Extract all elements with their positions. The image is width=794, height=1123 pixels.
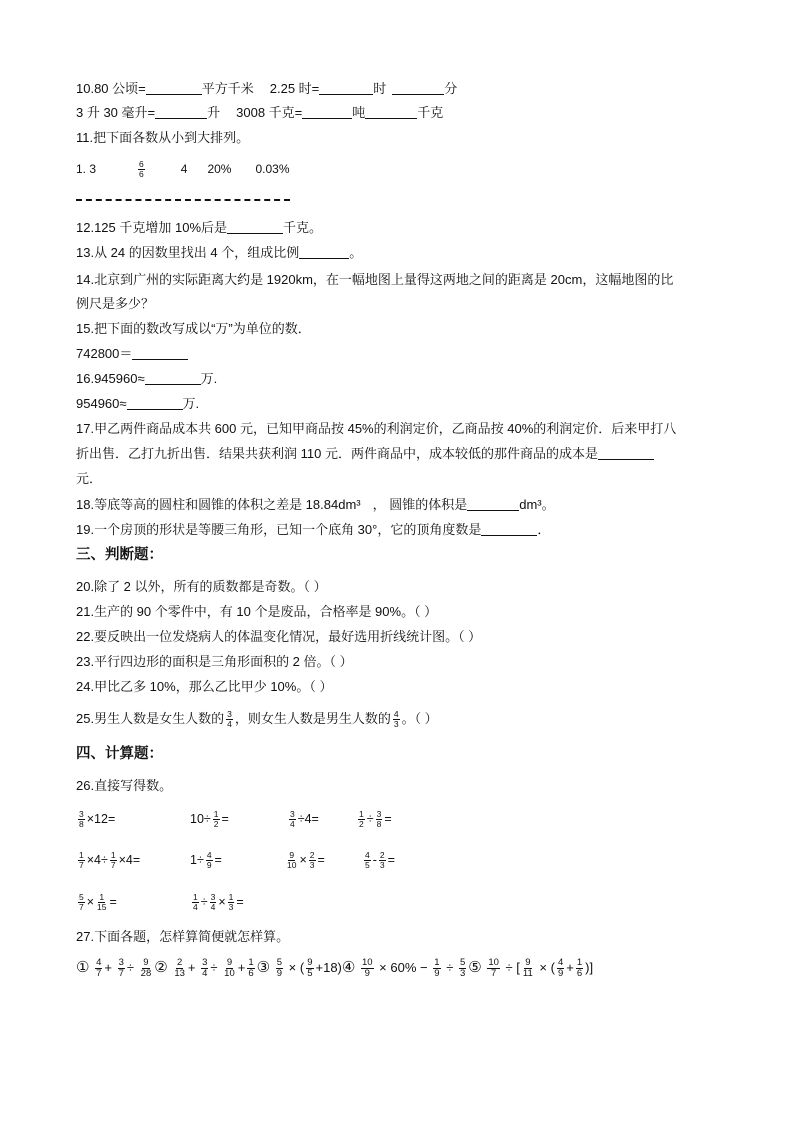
q10-text: 平方千米	[201, 81, 254, 96]
number-item: 20%	[207, 162, 232, 176]
q14-line2: 例尺是多少？	[76, 296, 155, 311]
calc-item: $\frac{4}{5}$ - $\frac{2}{3}$ =	[365, 850, 395, 871]
answer-blank[interactable]	[299, 245, 349, 259]
judge-item: 23.平行四边形的面积是三角形面积的 2 倍。（ ）	[76, 654, 353, 669]
q10-text: 吨	[352, 105, 366, 120]
q10-text: 分	[444, 81, 458, 96]
answer-blank[interactable]	[319, 81, 373, 95]
calc-item: 10÷ $\frac{1}{2}$ =	[190, 809, 229, 830]
answer-dash-line[interactable]	[76, 199, 290, 201]
calc-item: $\frac{1}{7}$ ×4÷ $\frac{1}{7}$ ×4=	[79, 850, 141, 871]
answer-blank[interactable]	[155, 105, 207, 119]
q16-line1: 16.945960≈ 万.	[76, 371, 218, 386]
section-title: 三、判断题：	[76, 547, 163, 563]
q15-title: 15.把下面的数改写成以“万”为单位的数．	[76, 321, 311, 336]
q18-line: 18.等底等高的圆柱和圆锥的体积之差是 18.84dm³ ， 圆锥的体积是 dm³。	[76, 497, 555, 512]
calc-item: 1÷ $\frac{4}{9}$ =	[190, 850, 222, 871]
answer-blank[interactable]	[302, 105, 352, 119]
q10-line2	[76, 104, 443, 122]
q10-text: 3 升 30 毫升=	[76, 105, 156, 120]
answer-blank[interactable]	[146, 81, 202, 95]
judge-item: 24.甲比乙多 10%，那么乙比甲少 10%。（ ）	[76, 679, 333, 694]
circled-number: ①	[76, 958, 90, 976]
calc-item: $\frac{9}{10}$ × $\frac{2}{3}$ =	[287, 850, 325, 871]
q15-line: 742800＝	[76, 345, 188, 363]
q19-line: 19.一个房顶的形状是等腰三角形，已知一个底角 30°，它的顶角度数是 ．	[76, 522, 551, 537]
q16-line2: 954960≈ 万.	[76, 396, 200, 411]
fraction: $\frac{6}{6}$	[139, 159, 144, 180]
circled-number: ⑤	[468, 958, 482, 976]
judge-item: 20.除了 2 以外，所有的质数都是奇数。（ ）	[76, 579, 327, 594]
answer-blank[interactable]	[132, 346, 188, 360]
circled-number: ②	[154, 958, 168, 976]
answer-blank[interactable]	[598, 446, 654, 460]
circled-number: ④	[341, 958, 356, 976]
answer-blank[interactable]	[227, 220, 283, 234]
calc-item: $\frac{3}{4}$ ÷4=	[290, 809, 319, 830]
q13-line: 13.从 24 的因数里找出 4 个，组成比例 。	[76, 245, 363, 260]
number-item: 0.03%	[255, 162, 290, 176]
q12-line: 12.125 千克增加 10%后是 千克。	[76, 220, 323, 235]
q10-line1	[76, 80, 457, 98]
q25-line: 25.男生人数是女生人数的 $\frac{3}{4}$ ，则女生人数是男生人数的 $\frac{4}{3}$ 。（ ）	[76, 709, 438, 730]
answer-blank[interactable]	[392, 81, 444, 95]
judge-item: 22.要反映出一位发烧病人的体温变化情况，最好选用折线统计图。（ ）	[76, 629, 482, 644]
q10-text: 3008 千克=	[236, 105, 303, 120]
calc-item: $\frac{3}{8}$ ×12=	[79, 809, 116, 830]
q10-text: 时	[373, 81, 387, 96]
answer-blank[interactable]	[365, 105, 417, 119]
q27-expressions: ① $\frac{4}{7}$ + $\frac{3}{7}$ ÷ $\frac{9}{28}$ ② $\frac{2}{13}$ + $\frac{3}{4}$ ÷ $\frac{9}{10}$ + $\frac{1}{6}$ ③ $\frac{5}{9}$ × ( $\frac{9}{5}$ +18)④ $\frac{10}{9}$ × 60% − $\frac{1}{9}$ ÷ $\frac{5}{3}$ ⑤ $\frac{10}{7}$ ÷ [ $\frac{9}{11}$ × ( $\frac{4}{9}$ + $\frac{1}{6}$ )]	[76, 957, 594, 979]
q27-title: 27.下面各题，怎样算简便就怎样算。	[76, 929, 290, 944]
q10-text: 2.25 时=	[269, 81, 320, 96]
answer-blank[interactable]	[481, 522, 537, 536]
q17-line2: 折出售．乙打九折出售．结果共获利润 110 元．两件商品中，成本较低的那件商品的成本是	[76, 445, 654, 463]
q26-title: 26.直接写得数。	[76, 778, 173, 793]
q11-title: 11.把下面各数从小到大排列。	[76, 130, 250, 145]
q10-text: 升	[207, 105, 221, 120]
number-item: 4	[180, 162, 188, 176]
q10-text: 千克	[417, 105, 444, 120]
section-title: 四、计算题：	[76, 746, 163, 762]
calc-item: $\frac{1}{2}$ ÷ $\frac{3}{8}$ =	[359, 809, 392, 830]
answer-blank[interactable]	[127, 396, 183, 410]
q14-line1: 14.北京到广州的实际距离大约是 1920km，在一幅地图上量得这两地之间的距离是 20cm，这幅地图的比	[76, 272, 674, 287]
calc-item: $\frac{1}{4}$ ÷ $\frac{3}{4}$ × $\frac{1}{3}$ =	[193, 892, 244, 913]
circled-number: ③	[256, 958, 271, 976]
judge-item: 21.生产的 90 个零件中，有 10 个是废品，合格率是 90%。（ ）	[76, 604, 438, 619]
answer-blank[interactable]	[467, 497, 519, 511]
number-item: 1. 3	[76, 162, 97, 176]
q17-line1: 17.甲乙两件商品成本共 600 元，已知甲商品按 45%的利润定价，乙商品按 40%的利润定价．后来甲打八	[76, 421, 677, 436]
q17-line3: 元．	[76, 471, 103, 486]
q10-text: 10.80 公顷=	[76, 81, 146, 96]
q11-numbers	[76, 160, 290, 179]
calc-item: $\frac{5}{7}$ × $\frac{1}{15}$ =	[79, 892, 117, 913]
answer-blank[interactable]	[145, 371, 201, 385]
